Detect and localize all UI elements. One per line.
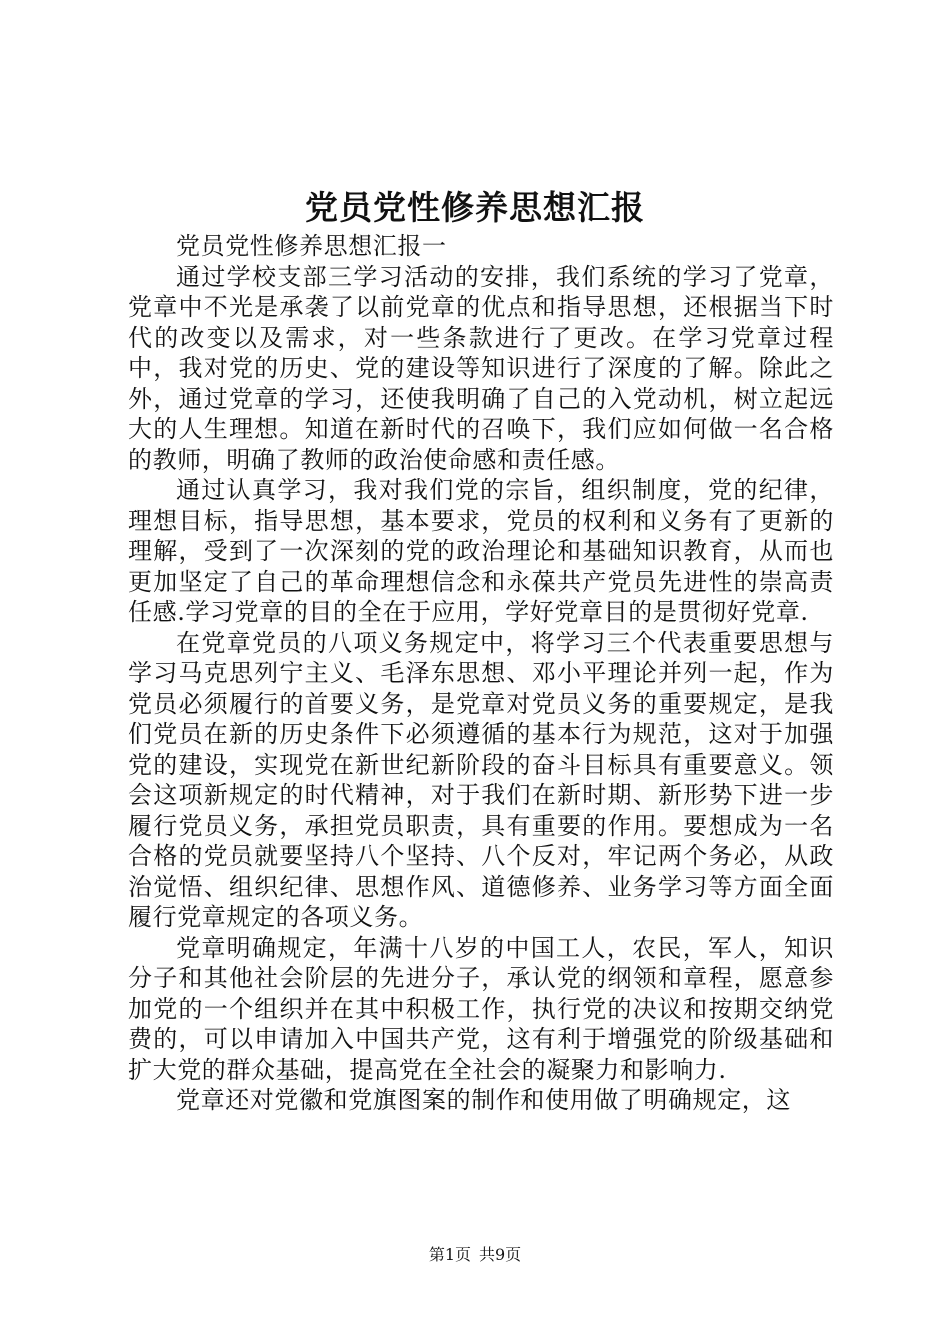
page-number-current: 第1页 [428, 1245, 471, 1264]
body-paragraph: 党章明确规定，年满十八岁的中国工人，农民，军人，知识分子和其他社会阶层的先进分子，承认党的纲领和章程，愿意参加党的一个组织并在其中积极工作，执行党的决议和按期交纳党费的，可以申请加入中国共产党，这有利于增强党的阶级基础和扩大党的群众基础，提高党在全社会的凝聚力和影响力. [128, 933, 834, 1084]
body-paragraph: 党章还对党徽和党旗图案的制作和使用做了明确规定，这 [176, 1086, 791, 1114]
body-paragraph: 通过认真学习，我对我们党的宗旨，组织制度，党的纪律，理想目标，指导思想，基本要求，党员的权利和义务有了更新的理解，受到了一次深刻的党的政治理论和基础知识教育，从而也更加坚定了自己的革命理想信念和永葆共产党员先进性的崇高责任感.学习党章的目的全在于应用，学好党章目的是贯彻好党章. [128, 476, 834, 626]
document-body [128, 231, 834, 1116]
body-paragraph: 在党章党员的八项义务规定中，将学习三个代表重要思想与学习马克思列宁主义、毛泽东思想、邓小平理论并列一起，作为党员必须履行的首要义务，是党章对党员义务的重要规定，是我们党员在新的历史条件下必须遵循的基本行为规范，这对于加强党的建设，实现党在新世纪新阶段的奋斗目标具有重要意义。领会这项新规定的时代精神，对于我们在新时期、新形势下进一步履行党员义务，承担党员职责，具有重要的作用。要想成为一名合格的党员就要坚持八个坚持、八个反对，牢记两个务必，从政治觉悟、组织纪律、思想作风、道德修养、业务学习等方面全面履行党章规定的各项义务。 [128, 628, 834, 931]
subtitle-paragraph: 党员党性修养思想汇报一 [176, 232, 447, 260]
page-number-total: 共9页 [479, 1245, 522, 1264]
page-footer [0, 1244, 950, 1266]
body-paragraph: 通过学校支部三学习活动的安排，我们系统的学习了党章，党章中不光是承袭了以前党章的优点和指导思想，还根据当下时代的改变以及需求，对一些条款进行了更改。在学习党章过程中，我对党的历史、党的建设等知识进行了深度的了解。除此之外，通过党章的学习，还使我明确了自己的入党动机，树立起远大的人生理想。知道在新时代的召唤下，我们应如何做一名合格的教师，明确了教师的政治使命感和责任感。 [128, 262, 834, 474]
document-title: 党员党性修养思想汇报 [305, 188, 645, 227]
